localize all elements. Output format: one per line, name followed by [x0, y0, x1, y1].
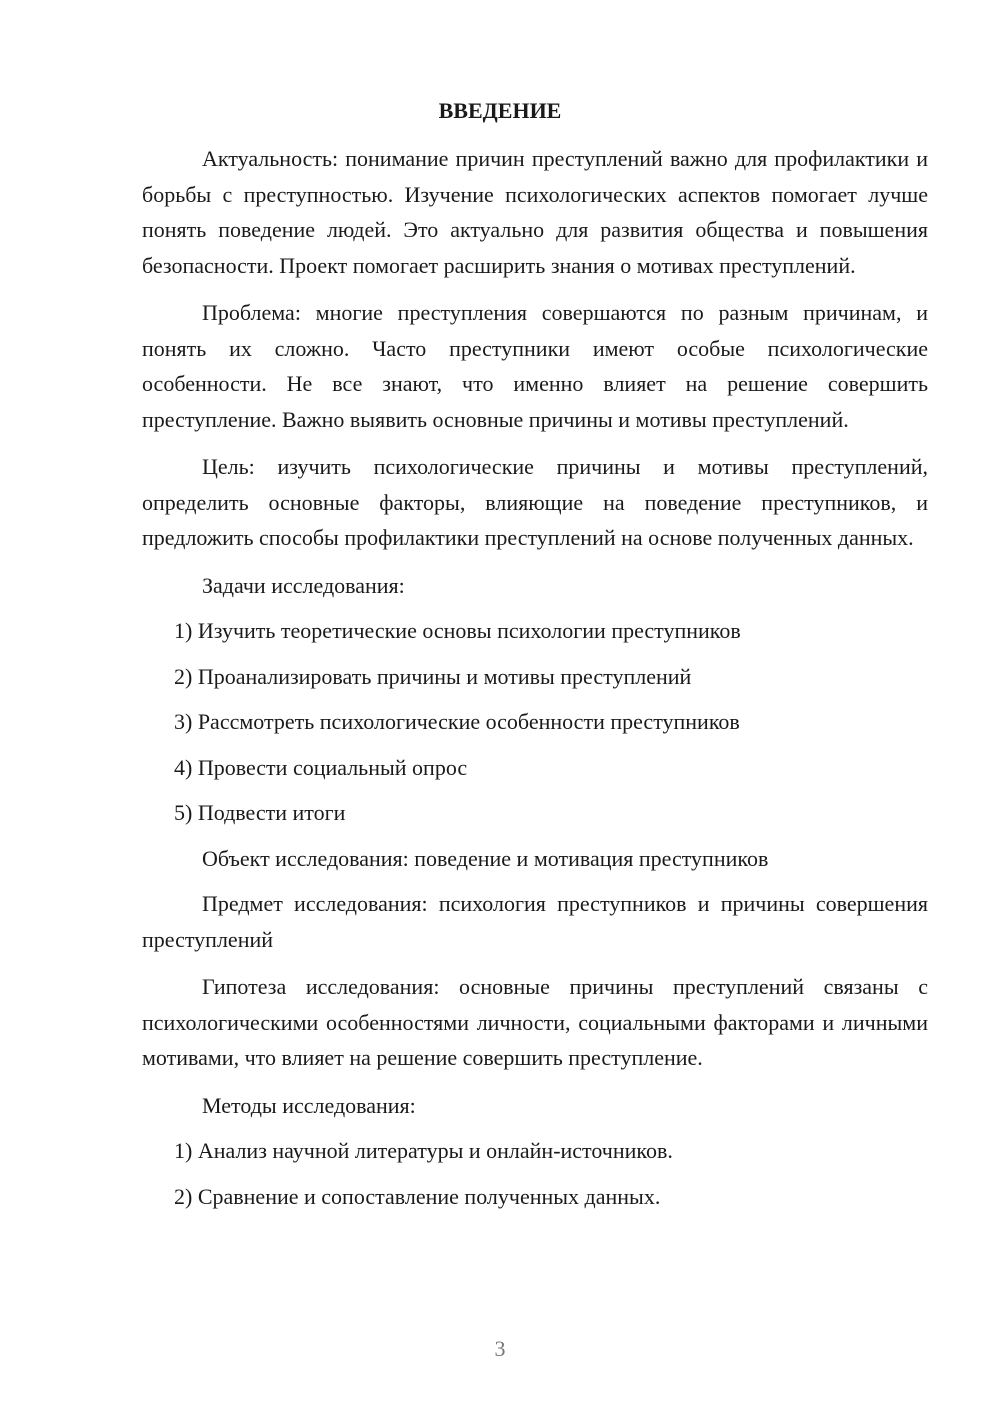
- list-item: 1) Изучить теоретические основы психологии преступников: [174, 618, 741, 643]
- tasks-heading: Задачи исследования:: [202, 572, 405, 598]
- methods-list: [142, 1133, 928, 1214]
- object-line: Объект исследования: поведение и мотивация преступников: [202, 845, 769, 871]
- document-body: [142, 141, 928, 1224]
- list-item: 3) Рассмотреть психологические особенности преступников: [174, 709, 740, 734]
- list-item: 2) Проанализировать причины и мотивы преступлений: [174, 663, 692, 689]
- list-item: 5) Подвести итоги: [174, 800, 346, 825]
- methods-heading: Методы исследования:: [202, 1092, 416, 1118]
- hypothesis-paragraph: Гипотеза исследования: основные причины преступлений связаны с психологическими особенностями личности, социальными факторами и личными мотивами, что влияет на решение совершить преступление.: [142, 974, 928, 1070]
- list-item: 4) Провести социальный опрос: [174, 754, 468, 780]
- relevance-paragraph: Актуальность: понимание причин преступлений важно для профилактики и борьбы с преступностью. Изучение психологических аспектов помогает лучше понять поведение людей. Это актуально для развития общества и повышения безопасности. Проект помогает расширить знания о мотивах преступлений.: [142, 146, 928, 278]
- list-item: 2) Сравнение и сопоставление полученных данных.: [174, 1183, 661, 1209]
- section-heading: ВВЕДЕНИЕ: [438, 98, 562, 123]
- list-item: 1) Анализ научной литературы и онлайн-источников.: [174, 1138, 673, 1163]
- subject-paragraph: Предмет исследования: психология преступников и причины совершения преступлений: [142, 891, 928, 952]
- goal-paragraph: Цель: изучить психологические причины и мотивы преступлений, определить основные факторы, влияющие на поведение преступников, и предложить способы профилактики преступлений на основе полученных данных.: [142, 454, 928, 550]
- page-number: 3: [494, 1336, 506, 1361]
- tasks-list: [142, 613, 928, 831]
- problem-paragraph: Проблема: многие преступления совершаются по разным причинам, и понять их сложно. Часто преступники имеют особые психологические особенности. Не все знают, что именно влияет на решение совершить преступление. Важно выявить основные причины и мотивы преступлений.: [142, 300, 928, 432]
